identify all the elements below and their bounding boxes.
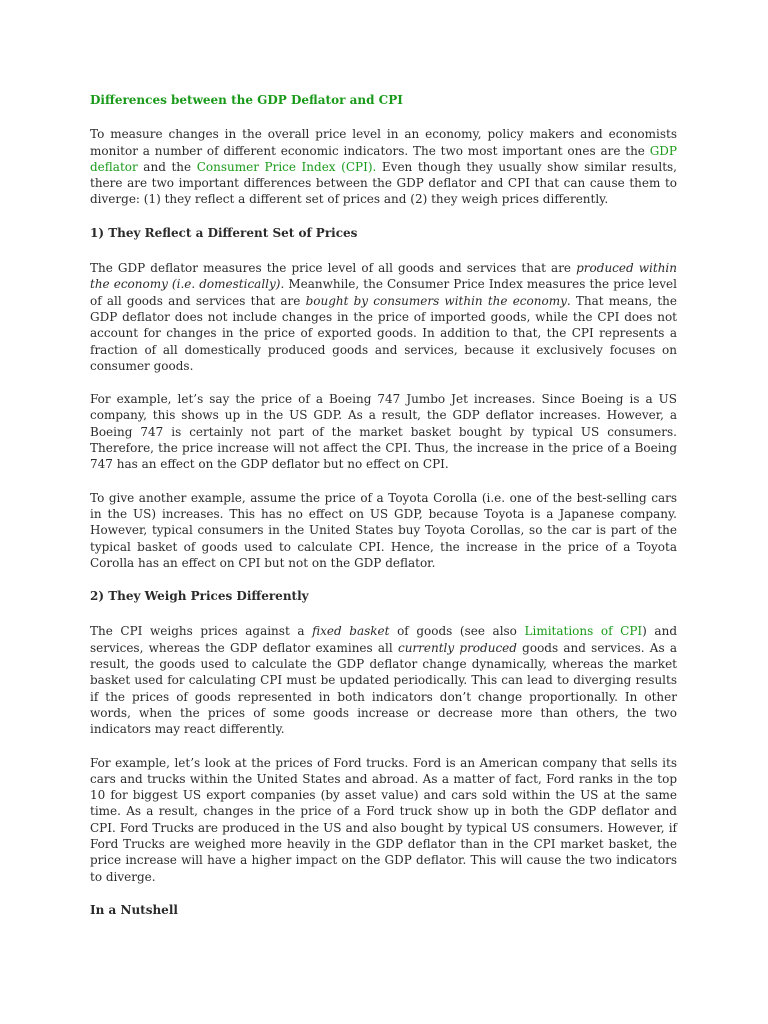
s1p1-emphasis-1: produced within the economy (i.e. domestically).	[90, 261, 677, 292]
s2p1-text-4: goods and services. As a result, the goods used to calculate the GDP deflator change dynamically, whereas the market basket used for calculating CPI must be updated periodically. This can lead to diverging results if the prices of goods represented in both indicators don’t change proportionally. In other words, when the prices of some goods increase or decrease more than others, the two indicators may react differently.	[90, 640, 678, 737]
section-2-paragraph-2: For example, let’s look at the prices of Ford trucks. Ford is an American company that sells its cars and trucks within the United States and abroad. As a matter of fact, Ford ranks in the top 10 for biggest US export companies (by asset value) and cars sold within the US at the same time. As a result, changes in the price of a Ford truck show up in both the GDP deflator and CPI. Ford Trucks are produced in the US and also bought by typical US consumers. However, if Ford Trucks are weighed more heavily in the GDP deflator than in the CPI market basket, the price increase will have a higher impact on the GDP deflator. This will cause the two indicators to diverge.	[90, 755, 677, 884]
section-1-heading: 1) They Reflect a Different Set of Prices	[90, 225, 358, 240]
section-2-heading: 2) They Weigh Prices Differently	[90, 589, 309, 604]
s1p1-text-3: . That means, the GDP deflator does not include changes in the price of imported goods, while the CPI does not account for changes in the price of exported goods. In addition to that, the CPI represents a fraction of all domestically produced goods and services, because it exclusively focuses on consumer goods.	[90, 293, 677, 373]
section-1-paragraph-1	[90, 260, 677, 374]
s2p1-text-2: of goods (see also	[389, 624, 525, 639]
s2p1-emphasis-2: currently produced	[397, 640, 517, 655]
intro-text-3: Even though they usually show similar results, there are two important differences between the GDP deflator and CPI that can cause them to diverge: (1) they reflect a different set of prices and (2) they weigh prices differently.	[90, 159, 677, 207]
s1p1-emphasis-2: bought by consumers within the economy	[305, 293, 567, 308]
cpi-link[interactable]: Consumer Price Index (CPI).	[196, 159, 377, 174]
section-3-heading: In a Nutshell	[90, 902, 178, 917]
section-2-paragraph-1	[90, 623, 677, 737]
s2p1-emphasis-1: fixed basket	[312, 624, 390, 639]
document-title: Differences between the GDP Deflator and CPI	[90, 93, 403, 107]
limitations-of-cpi-link[interactable]: Limitations of CPI	[524, 624, 643, 639]
s1p1-text-2: Meanwhile, the Consumer Price Index measures the price level of all goods and services that are	[90, 277, 677, 308]
s2p1-text-1: The CPI weighs prices against a	[90, 624, 313, 639]
section-1-paragraph-2: For example, let’s say the price of a Boeing 747 Jumbo Jet increases. Since Boeing is a US company, this shows up in the US GDP. As a result, the GDP deflator increases. However, a Boeing 747 is certainly not part of the market basket bought by typical US consumers. Therefore, the price increase will not affect the CPI. Thus, the increase in the price of a Boeing 747 has an effect on the GDP deflator but no effect on CPI.	[90, 392, 677, 472]
document-page	[90, 92, 677, 937]
s1p1-text-1: The GDP deflator measures the price level of all goods and services that are	[90, 261, 577, 276]
intro-paragraph	[90, 126, 677, 207]
gdp-deflator-link[interactable]: GDP deflator	[90, 143, 677, 174]
s2p1-text-3: ) and services, whereas the GDP deflator examines all	[90, 624, 677, 655]
section-1-paragraph-3: To give another example, assume the price of a Toyota Corolla (i.e. one of the best-selling cars in the US) increases. This has no effect on US GDP, because Toyota is a Japanese company. However, typical consumers in the United States buy Toyota Corollas, so the car is part of the typical basket of goods used to calculate CPI. Hence, the increase in the price of a Toyota Corolla has an effect on CPI but not on the GDP deflator.	[90, 490, 677, 570]
intro-text-1: To measure changes in the overall price level in an economy, policy makers and economists monitor a number of different economic indicators. The two most important ones are the	[90, 127, 677, 158]
intro-text-2: and the	[137, 159, 197, 174]
